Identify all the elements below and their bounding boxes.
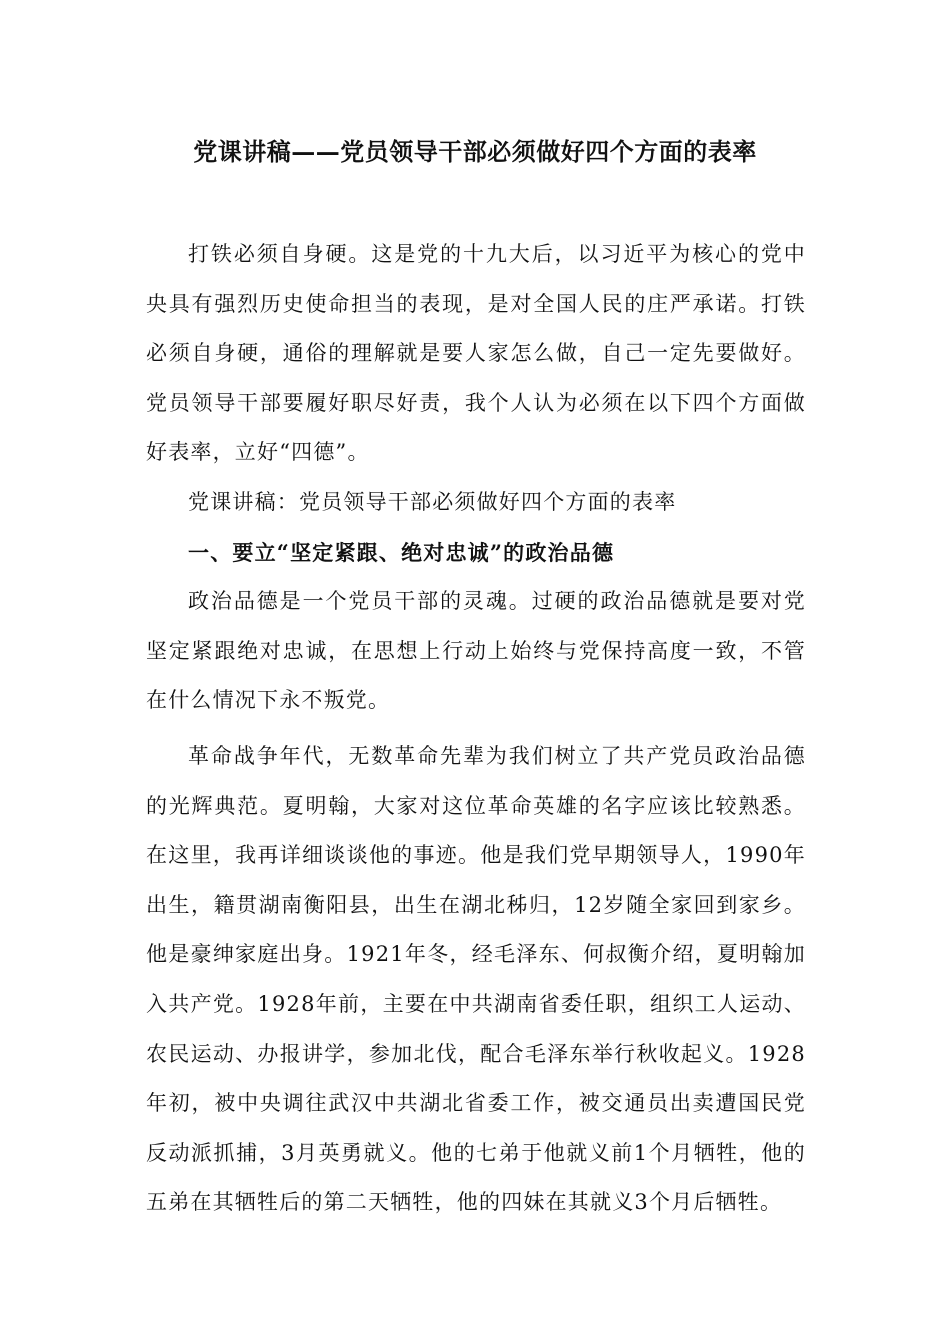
paragraph-political-character: 政治品德是一个党员干部的灵魂。过硬的政治品德就是要对党坚定紧跟绝对忠诚，在思想上行动上始终与党保持高度一致，不管在什么情况下永不叛党。	[146, 589, 806, 713]
paragraph-subtitle: 党课讲稿：党员领导干部必须做好四个方面的表率	[188, 489, 677, 514]
document-title: 党课讲稿——党员领导干部必须做好四个方面的表率	[193, 137, 757, 166]
paragraph-xia-minghan: 革命战争年代，无数革命先辈为我们树立了共产党员政治品德的光辉典范。夏明翰，大家对这位革命英雄的名字应该比较熟悉。在这里，我再详细谈谈他的事迹。他是我们党早期领导人，1990年出生，籍贯湖南衡阳县，出生在湖北秭归，12岁随全家回到家乡。他是豪绅家庭出身。1921年冬，经毛泽东、何叔衡介绍，夏明翰加入共产党。1928年前，主要在中共湖南省委任职，组织工人运动、农民运动、办报讲学，参加北伐，配合毛泽东举行秋收起义。1928年初，被中央调往武汉中共湖北省委工作，被交通员出卖遭国民党反动派抓捕，3月英勇就义。他的七弟于他就义前1个月牺牲，他的五弟在其牺牲后的第二天牺牲，他的四妹在其就义3个月后牺牲。	[146, 743, 806, 1215]
section-heading-1: 一、要立“坚定紧跟、绝对忠诚”的政治品德	[188, 539, 615, 565]
paragraph-intro: 打铁必须自身硬。这是党的十九大后，以习近平为核心的党中央具有强烈历史使命担当的表现，是对全国人民的庄严承诺。打铁必须自身硬，通俗的理解就是要人家怎么做，自己一定先要做好。党员领导干部要履好职尽好责，我个人认为必须在以下四个方面做好表率，立好“四德”。	[146, 242, 806, 465]
document-body	[146, 230, 806, 1228]
